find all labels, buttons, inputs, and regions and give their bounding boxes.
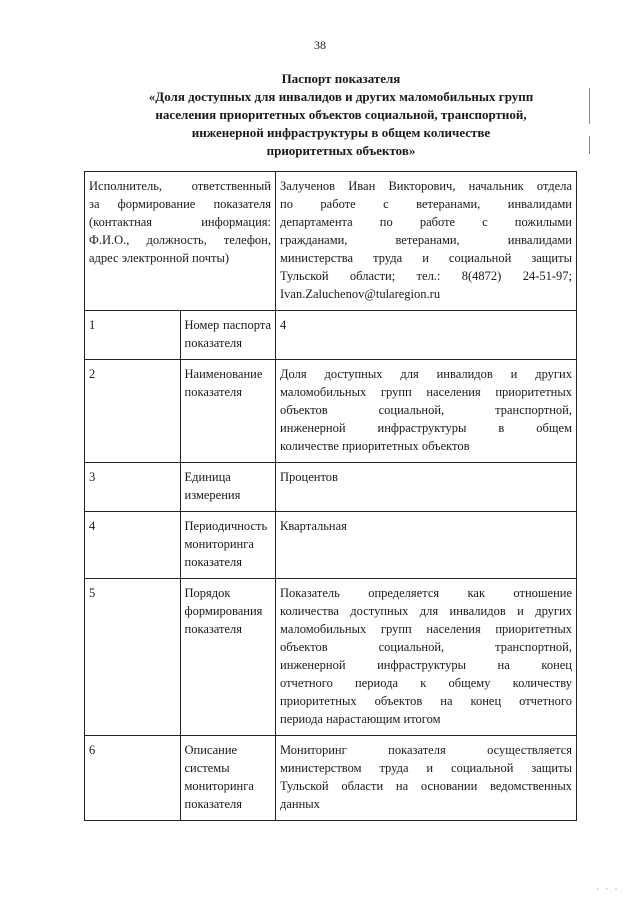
- executor-value-cell: [276, 172, 577, 311]
- title-line: населения приоритетных объектов социальной, транспортной,: [155, 107, 527, 122]
- cell-text-line: Показатель определяется как отношение: [280, 586, 572, 600]
- cell-text-line: Мониторинг показателя осуществляется: [280, 743, 572, 757]
- row-label-cell: [180, 579, 276, 736]
- row-value-cell: [276, 360, 577, 463]
- table-row: [85, 311, 577, 360]
- scan-artifact: · · ·: [596, 884, 620, 894]
- cell-text-line: показателя: [184, 336, 243, 350]
- cell-text-line: количества доступных для инвалидов и других: [280, 604, 572, 618]
- row-value-cell: [276, 463, 577, 512]
- title-line: Паспорт показателя: [281, 71, 401, 86]
- title-line: «Доля доступных для инвалидов и других маломобильных групп: [148, 89, 534, 104]
- cell-text-line: периода нарастающим итогом: [280, 712, 441, 726]
- row-label-cell: [180, 736, 276, 821]
- cell-text-line: Тульской области; тел.: 8(4872) 24-51-97;: [280, 269, 572, 283]
- table-row: [85, 360, 577, 463]
- indicator-passport-table: [84, 171, 577, 821]
- cell-text-line: (контактная информация:: [89, 215, 271, 229]
- row-value-cell: [276, 311, 577, 360]
- table-row: [85, 736, 577, 821]
- page-number: 38: [314, 38, 326, 52]
- cell-text-line: Залученов Иван Викторович, начальник отдела: [280, 179, 572, 193]
- cell-text-line: министерством труда и социальной защиты: [280, 761, 572, 775]
- cell-text-line: количестве приоритетных объектов: [280, 439, 470, 453]
- cell-text-line: по работе с ветеранами, инвалидами: [280, 197, 572, 211]
- document-title: [110, 70, 572, 160]
- row-label-cell: [180, 512, 276, 579]
- row-label-cell: [180, 463, 276, 512]
- table-row: [85, 512, 577, 579]
- cell-text-line: Ф.И.О., должность, телефон,: [89, 233, 271, 247]
- row-value-cell: [276, 579, 577, 736]
- cell-text-line: департамента по работе с пожилыми: [280, 215, 572, 229]
- cell-text-line: министерства труда и социальной защиты: [280, 251, 572, 265]
- row-number: 3: [85, 463, 181, 512]
- row-label-cell: [180, 311, 276, 360]
- table-row-executor: [85, 172, 577, 311]
- cell-text-line: Ivan.Zaluchenov@tularegion.ru: [280, 287, 441, 301]
- row-value-cell: [276, 512, 577, 579]
- row-number: 1: [85, 311, 181, 360]
- margin-mark: [589, 88, 590, 124]
- cell-text-line: Единица измерения: [184, 470, 241, 502]
- cell-text-line: отчетного периода к общему количеству: [280, 676, 572, 690]
- cell-text-line: объектов социальной, транспортной,: [280, 403, 572, 417]
- cell-text-line: маломобильных групп населения приоритетных: [280, 385, 572, 399]
- cell-text-line: Наименование показателя: [184, 367, 263, 399]
- cell-text-line: гражданами, ветеранами, инвалидами: [280, 233, 572, 247]
- cell-text-line: Периодичность: [184, 519, 268, 533]
- cell-text-line: мониторинга показателя: [184, 537, 254, 569]
- cell-text-line: Порядок формирования: [184, 586, 263, 618]
- cell-text-line: маломобильных групп населения приоритетных: [280, 622, 572, 636]
- cell-text-line: за формирование показателя: [89, 197, 271, 211]
- row-value-cell: [276, 736, 577, 821]
- cell-text-line: приоритетных объектов на конец отчетного: [280, 694, 572, 708]
- cell-text-line: Квартальная: [280, 519, 347, 533]
- cell-text-line: данных: [280, 797, 320, 811]
- row-number: 4: [85, 512, 181, 579]
- cell-text-line: Исполнитель, ответственный: [89, 179, 271, 193]
- margin-mark: [589, 136, 590, 154]
- table-row: [85, 579, 577, 736]
- cell-text-line: Тульской области на основании ведомственных: [280, 779, 572, 793]
- row-number: 5: [85, 579, 181, 736]
- cell-text-line: 4: [280, 318, 287, 332]
- cell-text-line: инженерной инфраструктуры в общем: [280, 421, 572, 435]
- row-number: 2: [85, 360, 181, 463]
- table-row: [85, 463, 577, 512]
- title-line: инженерной инфраструктуры в общем количестве: [191, 125, 491, 140]
- executor-label-cell: [85, 172, 276, 311]
- cell-text-line: инженерной инфраструктуры на конец: [280, 658, 572, 672]
- cell-text-line: Процентов: [280, 470, 338, 484]
- cell-text-line: Описание системы: [184, 743, 238, 775]
- cell-text-line: мониторинга показателя: [184, 779, 254, 811]
- cell-text-line: показателя: [184, 622, 243, 636]
- cell-text-line: Номер паспорта: [184, 318, 271, 332]
- cell-text-line: адрес электронной почты): [89, 251, 230, 265]
- cell-text-line: Доля доступных для инвалидов и других: [280, 367, 572, 381]
- row-label-cell: [180, 360, 276, 463]
- cell-text-line: объектов социальной, транспортной,: [280, 640, 572, 654]
- row-number: 6: [85, 736, 181, 821]
- title-line: приоритетных объектов»: [266, 143, 416, 158]
